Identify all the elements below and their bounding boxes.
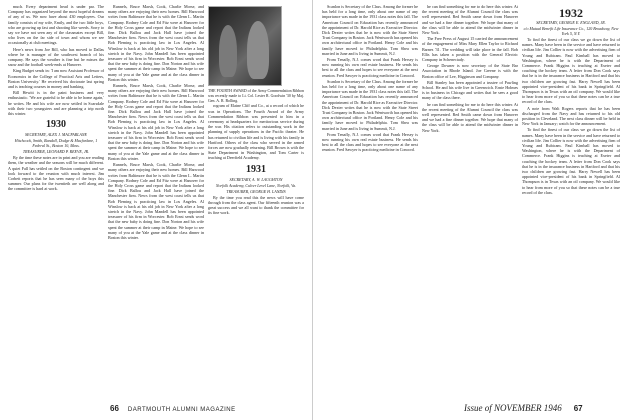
award-photo: [208, 6, 282, 86]
class-note-paragraph: he can find something for me to do here this winter. At the recent meeting of the Alumni Council the class was well represented. Red Smith came down from Hanover and we had a fine dinner together. We hope that many of the class will be able to attend the midwinter dinner in New York.: [422, 4, 518, 36]
class-note-paragraph: Bill Stanley has been appointed a trustee of Pawling School. He and his wife live in Greenwich. Ernie Holmes is in business in Chicago and writes that he sees a good many of the class there.: [422, 79, 518, 101]
class-note-paragraph: Runnels, Bruce Marsh, Cook, Charlie Morse, and many others are enjoying their new homes. Bill Harwood writes from Baltimore that he is with the Glenn L. Martin Company. Rodney Cole and Ed Fitz were at Hanover for the Holy Cross game and report that the Indians looked fine. Dick Ballou and Jack Hall have joined the Manchester firm. News from the west coast tells us that Bob Fleming is practicing law in Los Angeles. Al Winslow is back at his old job in New York after a long stretch in the Navy. John Mandell has been appointed treasurer of his firm in Worcester. Bob Ernst sends word that the new baby is doing fine. Don Norton and his wife spent the summer at their camp in Maine. We hope to see many of you at the Yale game and at the class dinner in Boston this winter.: [108, 4, 204, 82]
class-year-heading: 1932: [559, 6, 583, 20]
class-note-paragraph: From Tenafly, N.J. comes word that Frank Hersey is now running his own real estate business. He sends his best to all the class and hopes to see everyone at the next reunion. Fred Sawyer is practicing medicine in Concord.: [322, 57, 418, 78]
class-note-paragraph: Scanlon is Secretary of the Class. Among the former he has held for a long time, only about one name of any importance was made in the 1931 class notes this fall. The American Council on Education has recently announced the appointment of Dr. Harold Rice as Executive Director. Dick Dexter writes that he is now with the State Street Trust Company in Boston. Jack Wentworth has opened his own architectural office in Portland. Henry Cole and his family have moved to Philadelphia. Tom Shea was married in June and is living in Summit, N.J.: [322, 4, 418, 56]
class-note-paragraph: To find the finest of our class we go down the list of names. Many have been in the service and have returned to civilian life. Jim Collier is now with the advertising firm of Young and Rubicam. Paul Kimball has moved to Washington, where he is with the Department of Commerce. Frank Higgins is teaching at Exeter and coaching the hockey team. A letter from Don Cook says that he is in the insurance business in Hartford and that his two children are growing fast. Harry Newell has been appointed vice-president of his bank in Springfield. Al Thompson is in Texas with an oil company. We would like to hear from more of you so that these notes can be a true record of the class.: [522, 37, 620, 105]
right-page: [314, 0, 628, 420]
class-note-paragraph: The Free Press of August 15 carried the announcement of the engagement of Miss Mary Ellen Taylor to Richard Barnes '31. The wedding will take place in the fall. Bob Ellis has taken a position with the General Electric Company in Schenectady.: [422, 36, 518, 63]
class-note-paragraph: rogram of Elaine Cliff and Co., at a record of which he was in Operations. The Fourth Award of the Army Commendation Ribbon was presented to him in a ceremony at headquarters for meritorious service during the war. His citation refers to outstanding work in the planning of supply operations in the Pacific theater. He has returned to civilian life and is living with his family in Hartford. Others of the class who served in the armed forces are now gradually returning. Bill Brown is with the State Department in Washington, and Tom Carter is teaching at Deerfield Academy.: [208, 103, 304, 161]
class-note-paragraph: Runnels, Bruce Marsh, Cook, Charlie Morse, and many others are enjoying their new homes. Bill Harwood writes from Baltimore that he is with the Glenn L. Martin Company. Rodney Cole and Ed Fitz were at Hanover for the Holy Cross game and report that the Indians looked fine. Dick Ballou and Jack Hall have joined the Manchester firm. News from the west coast tells us that Bob Fleming is practicing law in Los Angeles. Al Winslow is back at his old job in New York after a long stretch in the Navy. John Mandell has been appointed treasurer of his firm in Worcester. Bob Ernst sends word that the new baby is doing fine. Don Norton and his wife spent the summer at their camp in Maine. We hope to see many of you at the Yale game and at the class dinner in Boston this winter.: [108, 162, 204, 240]
class-note-paragraph: By the time these notes are in print and you are reading them, the weather and the seasons will be much different. A quiet Fall has settled on the Boston contingent and we look forward to the reunion with much interest. Jim Corbett reports that he has seen many of the boys this summer. Our plans for the twentieth are well along and the committee is hard at work.: [8, 155, 104, 192]
class-secretary-address: c/o Mutual Benefit Life Insurance Co., 120 Broadway, New York 5, N.Y.: [523, 26, 619, 36]
class-secretary: SECRETARY, GEORGE E. ENGLAND, JR.: [536, 20, 606, 25]
magazine-masthead: DARTMOUTH ALUMNI MAGAZINE: [127, 407, 236, 413]
right-column-3: [522, 4, 620, 390]
officer-figure: [247, 21, 269, 79]
class-note-paragraph: To find the finest of our class we go down the list of names. Many have been in the service and have returned to civilian life. Jim Collier is now with the advertising firm of Young and Rubicam. Paul Kimball has moved to Washington, where he is with the Department of Commerce. Frank Higgins is teaching at Exeter and coaching the hockey team. A letter from Don Cook says that he is in the insurance business in Hartford and that his two children are growing fast. Harry Newell has been appointed vice-president of his bank in Springfield. Al Thompson is in Texas with an oil company. We would like to hear from more of you so that these notes can be a true record of the class.: [522, 127, 620, 195]
class-note-paragraph: he can find something for me to do here this winter. At the recent meeting of the Alumni Council the class was well represented. Red Smith came down from Hanover and we had a fine dinner together. We hope that many of the class will be able to attend the midwinter dinner in New York.: [422, 101, 518, 133]
class-treasurer: TREASURER, LEONARD P. REEVE, JR.: [22, 149, 90, 155]
right-column-2: [422, 4, 518, 390]
class-year-heading: 1931: [246, 163, 266, 175]
left-page: [0, 0, 313, 420]
class-note-paragraph: much. Every department head is under par. The Company has organized beyond the most hopeful dreams of any of us. We now have about 430 employees. Our family consists of my wife, Emily, and the two little boys, who are growing up fast and shooting like weeds. Sorry to say we have not seen any of the classmates except Bill, who lives on the far side of town and whom we see occasionally at club meetings.: [8, 4, 104, 46]
class-note-paragraph: Here's news from Joe Bill, who has moved to Dallas where he is manager of the southwest branch of his company. He says the weather is fine but he misses the snow and the football week-ends at Hanover.: [8, 46, 104, 68]
class-note-paragraph: King Budget sends in: 'I am now Assistant Professor of Economics in the College of Practical Arts and Letters, Boston University.' He received his doctorate last spring and is teaching courses in money and banking.: [8, 68, 104, 90]
class-note-paragraph: Bill Hewitt is in the paint business and very enthusiastic. 'We are grateful to be able to be home again,' he writes. He and his wife are now settled in Scarsdale with their two youngsters and are planning a trip north this winter.: [8, 90, 104, 117]
class-year-heading: 1930: [46, 119, 66, 131]
right-column-1: [322, 4, 418, 390]
class-note-paragraph: George Downer is now secretary of the State Bar Association in Rhode Island. Joe Greene is with the Boston office of Lee, Higginson and Company.: [422, 63, 518, 79]
class-secretary: SECRETARY, ALEX J. MACFARLANE: [25, 132, 87, 138]
class-secretary-address: Norfolk Academy, Culver Level Lane, Norfolk, Va.: [215, 182, 297, 188]
right-footer: [464, 404, 583, 414]
class-note-paragraph: A note from Walt Rogers reports that he has been discharged from the Navy and has returned to his old position in Cleveland. The next class dinner will be held in New York in January; watch for the announcement.: [522, 105, 620, 127]
photo-caption: THE FOURTH AWARD of the Army Commendation Ribbon was recently made to Lt. Col. Lester R. Goodwin '30 by Maj. Gen. A. R. Bolling.: [208, 89, 304, 103]
class-note-paragraph: Scanlon is Secretary of the Class. Among the former he has held for a long time, only about one name of any importance was made in the 1931 class notes this fall. The American Council on Education has recently announced the appointment of Dr. Harold Rice as Executive Director. Dick Dexter writes that he is now with the State Street Trust Company in Boston. Jack Wentworth has opened his own architectural office in Portland. Henry Cole and his family have moved to Philadelphia. Tom Shea was married in June and is living in Summit, N.J.: [322, 78, 418, 131]
left-footer: [110, 405, 236, 414]
class-note-paragraph: From Tenafly, N.J. comes word that Frank Hersey is now running his own real estate business. He sends his best to all the class and hopes to see everyone at the next reunion. Fred Sawyer is practicing medicine in Concord.: [322, 131, 418, 153]
class-treasurer: TREASURER, GEORGE H. LANDIS: [226, 188, 286, 194]
class-secretary-address: Hitchcock, Smith, Randall, Dodge & Macfarlane, 1 Federal St., Boston 10, Mass.: [14, 138, 98, 149]
left-column-2: [108, 4, 204, 390]
class-note-paragraph: Runnels, Bruce Marsh, Cook, Charlie Morse, and many others are enjoying their new homes. Bill Harwood writes from Baltimore that he is with the Glenn L. Martin Company. Rodney Cole and Ed Fitz were at Hanover for the Holy Cross game and report that the Indians looked fine. Dick Ballou and Jack Hall have joined the Manchester firm. News from the west coast tells us that Bob Fleming is practicing law in Los Angeles. Al Winslow is back at his old job in New York after a long stretch in the Navy. John Mandell has been appointed treasurer of his firm in Worcester. Bob Ernst sends word that the new baby is doing fine. Don Norton and his wife spent the summer at their camp in Maine. We hope to see many of you at the Yale game and at the class dinner in Boston this winter.: [108, 83, 204, 161]
left-column-1: [8, 4, 104, 390]
class-secretary: SECRETARY, A. W. LAUGHTON: [229, 176, 283, 182]
left-column-3: [208, 4, 304, 390]
officer-figure: [219, 25, 237, 77]
page-number: 66: [110, 404, 119, 413]
class-note-paragraph: By the time you read this the news will have come through from the class agent. Our fifteenth reunion was a great success and we all want to thank the committee for its fine work.: [208, 194, 304, 216]
page-number: 67: [573, 404, 583, 413]
issue-date: Issue of NOVEMBER 1946: [464, 403, 562, 413]
